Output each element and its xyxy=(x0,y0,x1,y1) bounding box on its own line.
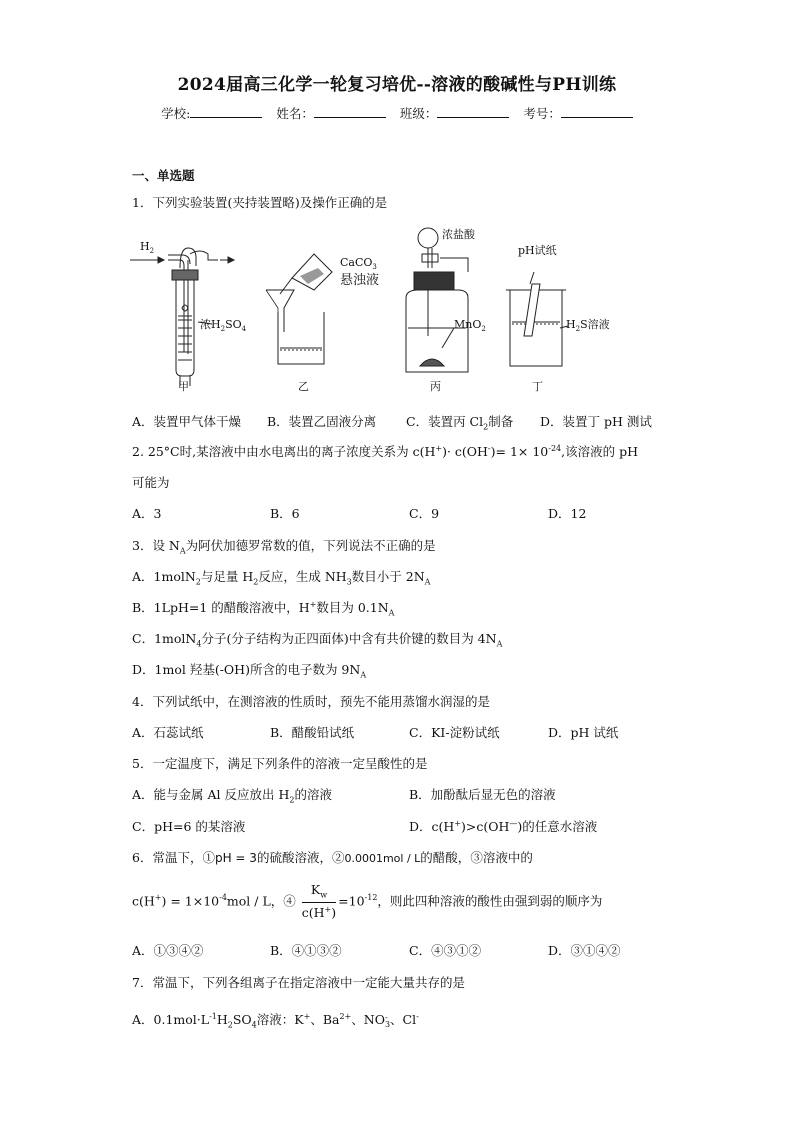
svg-text:pH试纸: pH试纸 xyxy=(518,244,557,257)
q2-option-a[interactable]: A．3 xyxy=(132,506,162,521)
question-2-stem: 2. 25°C时,某溶液中由水电离出的离子浓度关系为 $c(H^+)\cdot c(OH^-)= 1\times 10^{-24}$,该溶液的 pH xyxy=(132,443,639,459)
q4-option-a[interactable]: A．石蕊试纸 xyxy=(132,725,204,740)
apparatus-figure xyxy=(128,224,648,396)
svg-text:丁: 丁 xyxy=(532,380,543,393)
apparatus-jia xyxy=(130,240,247,393)
q6-option-d[interactable]: D．③①④② xyxy=(548,943,621,958)
question-3-stem: 3．设 $N_A$为阿伏加德罗常数的值，下列说法不正确的是 xyxy=(132,538,436,556)
q1-option-b[interactable]: B．装置乙固液分离 xyxy=(267,414,377,429)
question-4-stem: 4．下列试纸中，在测溶液的性质时，预先不能用蒸馏水润湿的是 xyxy=(132,694,490,709)
svg-text:CaCO3: CaCO$_3$ xyxy=(340,256,377,271)
svg-text:浓H2SO4: 浓$H_2SO_4$ xyxy=(200,318,247,333)
svg-text:H2: $H_2$ xyxy=(140,240,155,255)
svg-text:浓盐酸: 浓盐酸 xyxy=(442,228,475,241)
q4-option-c[interactable]: C．KI-淀粉试纸 xyxy=(409,725,500,740)
name-blank[interactable] xyxy=(314,105,386,118)
q2-option-c[interactable]: C．9 xyxy=(409,506,440,521)
page-title: 2024届高三化学一轮复习培优--溶液的酸碱性与PH训练 xyxy=(177,75,617,95)
svg-text:H2S溶液: $H_2S$溶液 xyxy=(566,318,610,333)
svg-text:悬浊液: 悬浊液 xyxy=(340,273,380,288)
svg-text:丙: 丙 xyxy=(430,380,441,393)
question-6-stem: 6．常温下，①pH = 3的硫酸溶液，②0.0001mol / L的醋酸，③溶液中的 xyxy=(132,850,533,865)
apparatus-yi xyxy=(266,254,379,393)
q7-option-a[interactable]: A．$0.1mol\cdot L^{-1}H_2SO_4$溶液：K+、$Ba^{2+}$、NO - 3 、Cl- xyxy=(132,1011,419,1030)
svg-text:甲: 甲 xyxy=(178,380,189,393)
q4-option-b[interactable]: B．醋酸铅试纸 xyxy=(270,725,355,740)
school-label: 学校: xyxy=(161,106,191,121)
class-blank[interactable] xyxy=(437,105,509,118)
q2-option-d[interactable]: D．12 xyxy=(548,506,587,521)
q5-option-a[interactable]: A．能与金属 Al 反应放出 $H_2$的溶液 xyxy=(132,787,332,805)
q3-option-d[interactable]: D．1mol 羟基(-OH)所含的电子数为 $9N_A$ xyxy=(132,662,367,680)
q1-option-d[interactable]: D．装置丁 pH 测试 xyxy=(540,414,652,429)
exam-no-blank[interactable] xyxy=(561,105,633,118)
q2-option-b[interactable]: B．6 xyxy=(270,506,300,521)
svg-text:MnO2: MnO$_2$ xyxy=(454,318,486,333)
q4-option-d[interactable]: D．pH 试纸 xyxy=(548,725,619,740)
student-info-row xyxy=(0,104,794,122)
class-label: 班级： xyxy=(399,106,438,121)
q5-option-b[interactable]: B．加酚酞后显无色的溶液 xyxy=(409,787,556,802)
school-blank[interactable] xyxy=(190,105,262,118)
q3-option-b[interactable]: B．1LpH=1 的醋酸溶液中，H+数目为 $0.1N_A$ xyxy=(132,599,395,618)
q5-option-c[interactable]: C．pH=6 的某溶液 xyxy=(132,819,246,834)
q3-option-c[interactable]: C．1molN$_4$分子(分子结构为正四面体)中含有共价键的数目为 $4N_A$ xyxy=(132,631,503,649)
svg-text:乙: 乙 xyxy=(298,380,309,393)
apparatus-bing xyxy=(406,227,486,393)
question-6-stem-cont: $c(H^+) = 1\times 10^{-4}mol / L$，④ $\frac{K_w}{c(H^+)}$ $=10^{-12}$，则此四种溶液的酸性由强到弱的顺序为 xyxy=(132,882,603,920)
question-1-stem: 1．下列实验装置(夹持装置略)及操作正确的是 xyxy=(132,195,388,210)
q1-option-c[interactable]: C．装置丙 $Cl_2$制备 xyxy=(406,414,514,432)
q6-option-c[interactable]: C．④③①② xyxy=(409,943,482,958)
question-2-stem-cont: 可能为 xyxy=(132,475,170,490)
q6-option-a[interactable]: A．①③④② xyxy=(132,943,204,958)
q5-option-d[interactable]: D．c(H+)>c(OH—)的任意水溶液 xyxy=(409,818,598,834)
q6-option-b[interactable]: B．④①③② xyxy=(270,943,342,958)
name-label: 姓名： xyxy=(276,106,314,121)
kw-fraction: $\frac{K_w}{c(H^+)}$ xyxy=(301,882,337,920)
section-heading: 一、单选题 xyxy=(132,168,195,183)
q3-option-a[interactable]: A．1molN$_2$与足量 $H_2$反应，生成 $NH_3$数目小于 $2N_A$ xyxy=(132,569,431,587)
question-5-stem: 5．一定温度下，满足下列条件的溶液一定呈酸性的是 xyxy=(132,756,428,771)
apparatus-ding xyxy=(506,244,610,393)
exam-no-label: 考号： xyxy=(523,106,561,121)
question-7-stem: 7．常温下，下列各组离子在指定溶液中一定能大量共存的是 xyxy=(132,975,465,990)
q1-option-a[interactable]: A．装置甲气体干燥 xyxy=(132,414,242,429)
